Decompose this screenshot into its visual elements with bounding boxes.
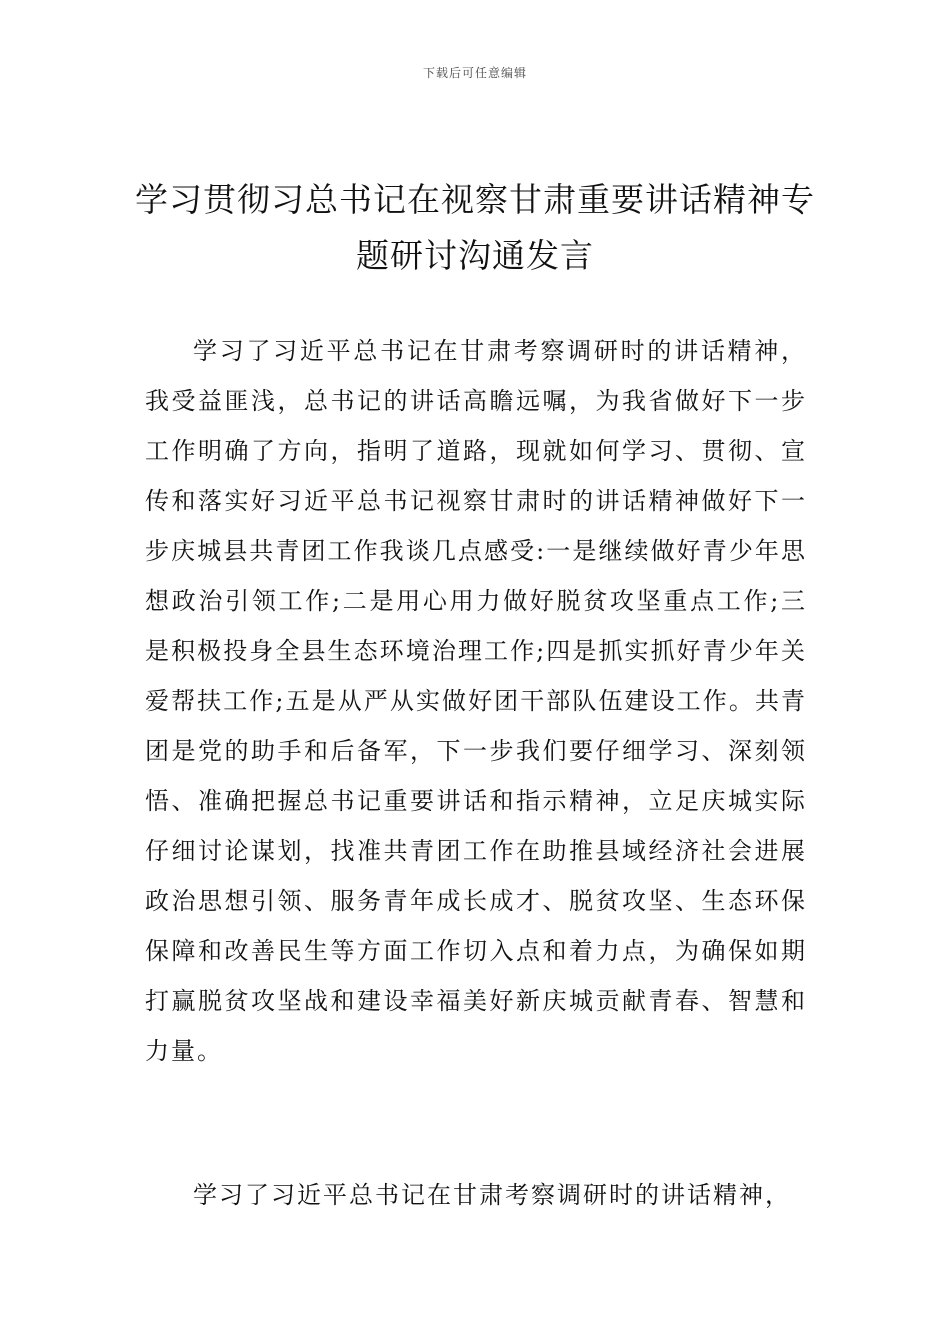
header-note: 下载后可任意编辑 [422, 66, 527, 80]
paragraph-1: 学习了习近平总书记在甘肃考察调研时的讲话精神，我受益匪浅，总书记的讲话高瞻远嘱，为我省做好下一步工作明确了方向，指明了道路，现就如何学习、贯彻、宣传和落实好习近平总书记视察甘肃时的讲话精神做好下一步庆城县共青团工作我谈几点感受:一是继续做好青少年思想政治引领工作;二是用心用力做好脱贫攻坚重点工作;三是积极投身全县生态环境治理工作;四是抓实抓好青少年关爱帮扶工作;五是从严从实做好团干部队伍建设工作。共青团是党的助手和后备军，下一步我们要仔细学习、深刻领悟、准确把握总书记重要讲话和指示精神，立足庆城实际仔细讨论谋划，找准共青团工作在助推县域经济社会进展政治思想引领、服务青年成长成才、脱贫攻坚、生态环保保障和改善民生等方面工作切入点和着力点，为确保如期打赢脱贫攻坚战和建设幸福美好新庆城贡献青春、智慧和力量。 [145, 337, 807, 1065]
paragraph-2: 学习了习近平总书记在甘肃考察调研时的讲话精神， [193, 1181, 791, 1209]
document-title: 学习贯彻习总书记在视察甘肃重要讲话精神专题研讨沟通发言 [135, 180, 815, 275]
